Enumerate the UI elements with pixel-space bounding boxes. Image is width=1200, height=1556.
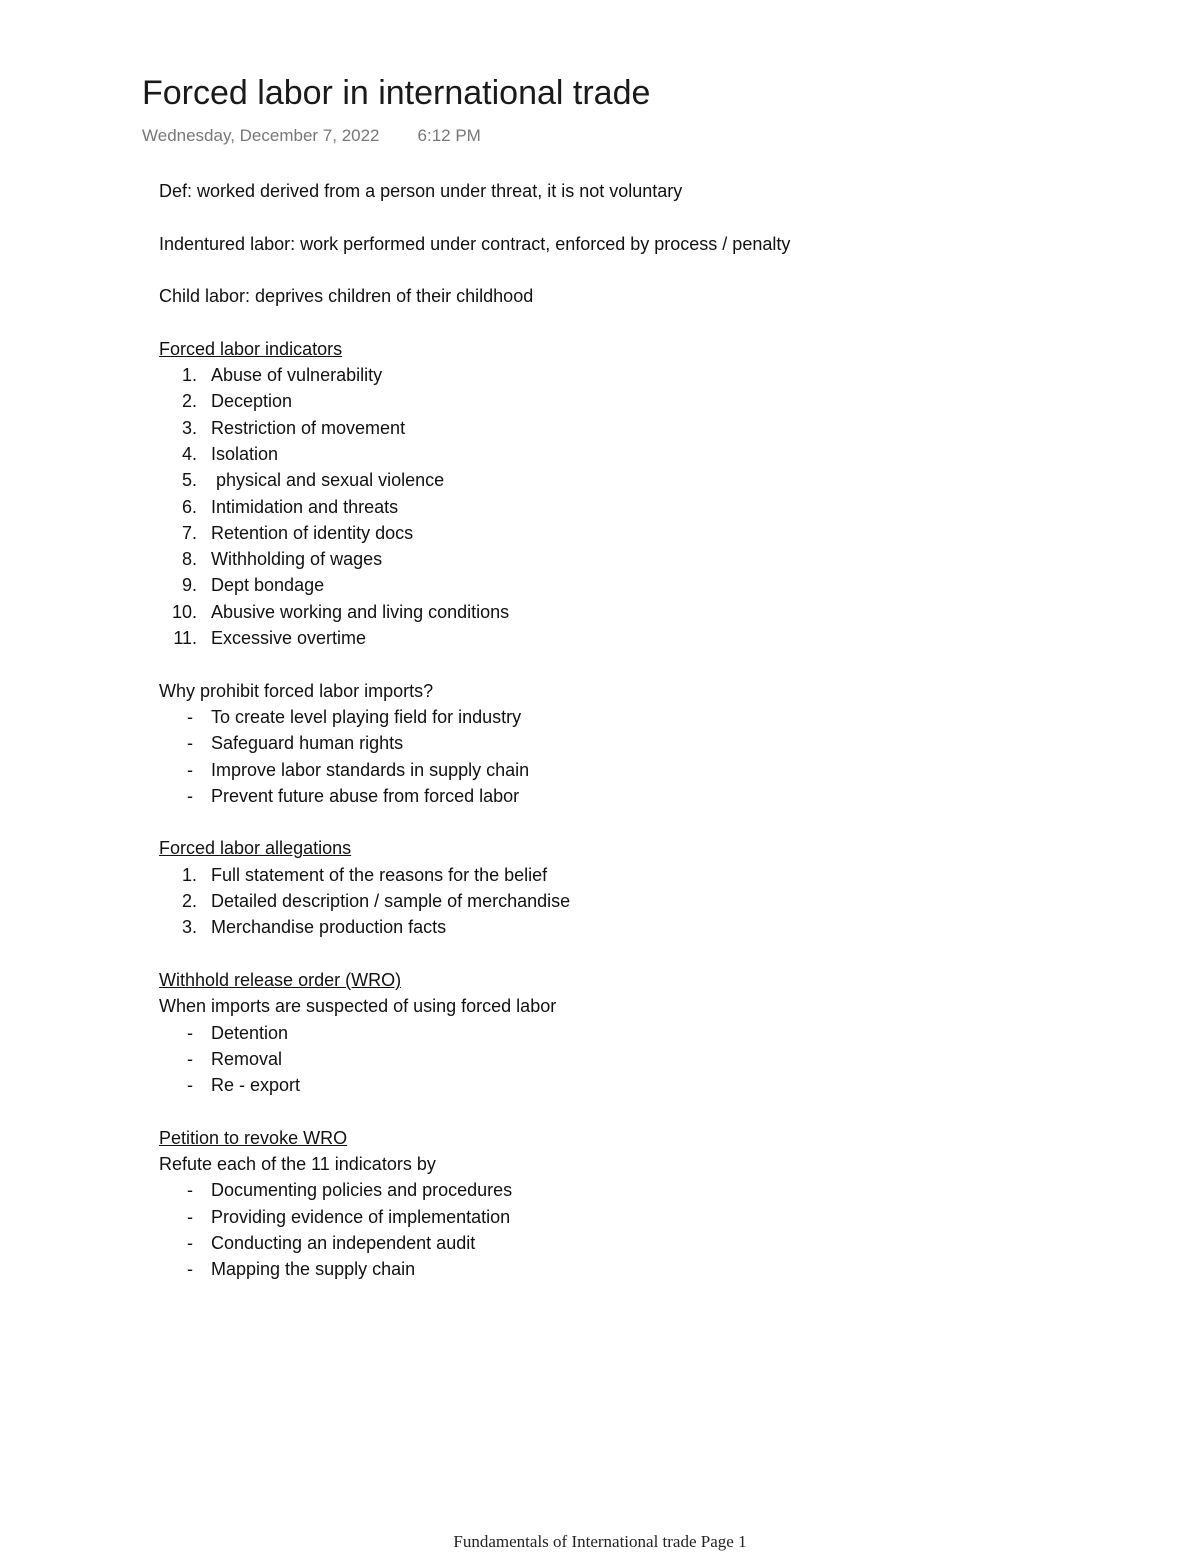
list-item: - Documenting policies and procedures bbox=[187, 1180, 513, 1201]
page-title: Forced labor in international trade bbox=[142, 74, 651, 112]
list-item: - Re - export bbox=[187, 1075, 301, 1096]
list-item: 2. Deception bbox=[181, 391, 293, 412]
page-date: Wednesday, December 7, 2022 bbox=[142, 126, 380, 145]
petition-intro: Refute each of the 11 indicators by bbox=[159, 1153, 436, 1174]
list-item: 11. Excessive overtime bbox=[173, 628, 367, 649]
allegations-list bbox=[159, 862, 1119, 941]
section-heading-why: Why prohibit forced labor imports? bbox=[159, 680, 434, 701]
indicators-list bbox=[159, 362, 1119, 651]
list-item: - Prevent future abuse from forced labor bbox=[187, 785, 520, 806]
list-item: - Removal bbox=[187, 1048, 283, 1069]
definition-indentured: Indentured labor: work performed under contract, enforced by process / penalty bbox=[159, 233, 791, 254]
list-item: - Mapping the supply chain bbox=[187, 1259, 416, 1280]
wro-list bbox=[159, 1020, 1119, 1099]
page-footer: Fundamentals of International trade Page 1 bbox=[453, 1532, 747, 1551]
list-item: - Improve labor standards in supply chain bbox=[187, 759, 530, 780]
list-item: - Providing evidence of implementation bbox=[187, 1206, 511, 1227]
petition-list bbox=[159, 1177, 1119, 1282]
list-item: 1. Full statement of the reasons for the belief bbox=[181, 864, 548, 885]
list-item: 6. Intimidation and threats bbox=[181, 496, 399, 517]
section-heading-petition: Petition to revoke WRO bbox=[159, 1127, 348, 1148]
section-heading-allegations: Forced labor allegations bbox=[159, 838, 352, 859]
list-item: 9. Dept bondage bbox=[181, 575, 325, 596]
list-item: - Safeguard human rights bbox=[187, 733, 404, 754]
list-item: 4. Isolation bbox=[181, 443, 279, 464]
why-list bbox=[159, 704, 1119, 809]
list-item: 8. Withholding of wages bbox=[181, 549, 383, 570]
list-item: 1. Abuse of vulnerability bbox=[181, 365, 383, 386]
list-item: - Conducting an independent audit bbox=[187, 1232, 476, 1253]
list-item: 10. Abusive working and living conditions bbox=[171, 601, 510, 622]
list-item: 7. Retention of identity docs bbox=[181, 522, 414, 543]
list-item: 5. physical and sexual violence bbox=[181, 470, 445, 491]
list-item: 2. Detailed description / sample of merchandise bbox=[181, 891, 571, 912]
list-item: 3. Restriction of movement bbox=[181, 417, 406, 438]
wro-intro: When imports are suspected of using forced labor bbox=[159, 996, 557, 1017]
section-heading-wro: Withhold release order (WRO) bbox=[159, 969, 402, 990]
page-meta bbox=[142, 126, 481, 146]
definition-child: Child labor: deprives children of their childhood bbox=[159, 286, 534, 307]
list-item: 3. Merchandise production facts bbox=[181, 917, 447, 938]
list-item: - To create level playing field for industry bbox=[187, 706, 522, 727]
note-body bbox=[159, 178, 1119, 1282]
section-heading-indicators: Forced labor indicators bbox=[159, 338, 343, 359]
definition-def: Def: worked derived from a person under threat, it is not voluntary bbox=[159, 181, 683, 201]
page-time: 6:12 PM bbox=[417, 126, 481, 145]
list-item: - Detention bbox=[187, 1022, 289, 1043]
